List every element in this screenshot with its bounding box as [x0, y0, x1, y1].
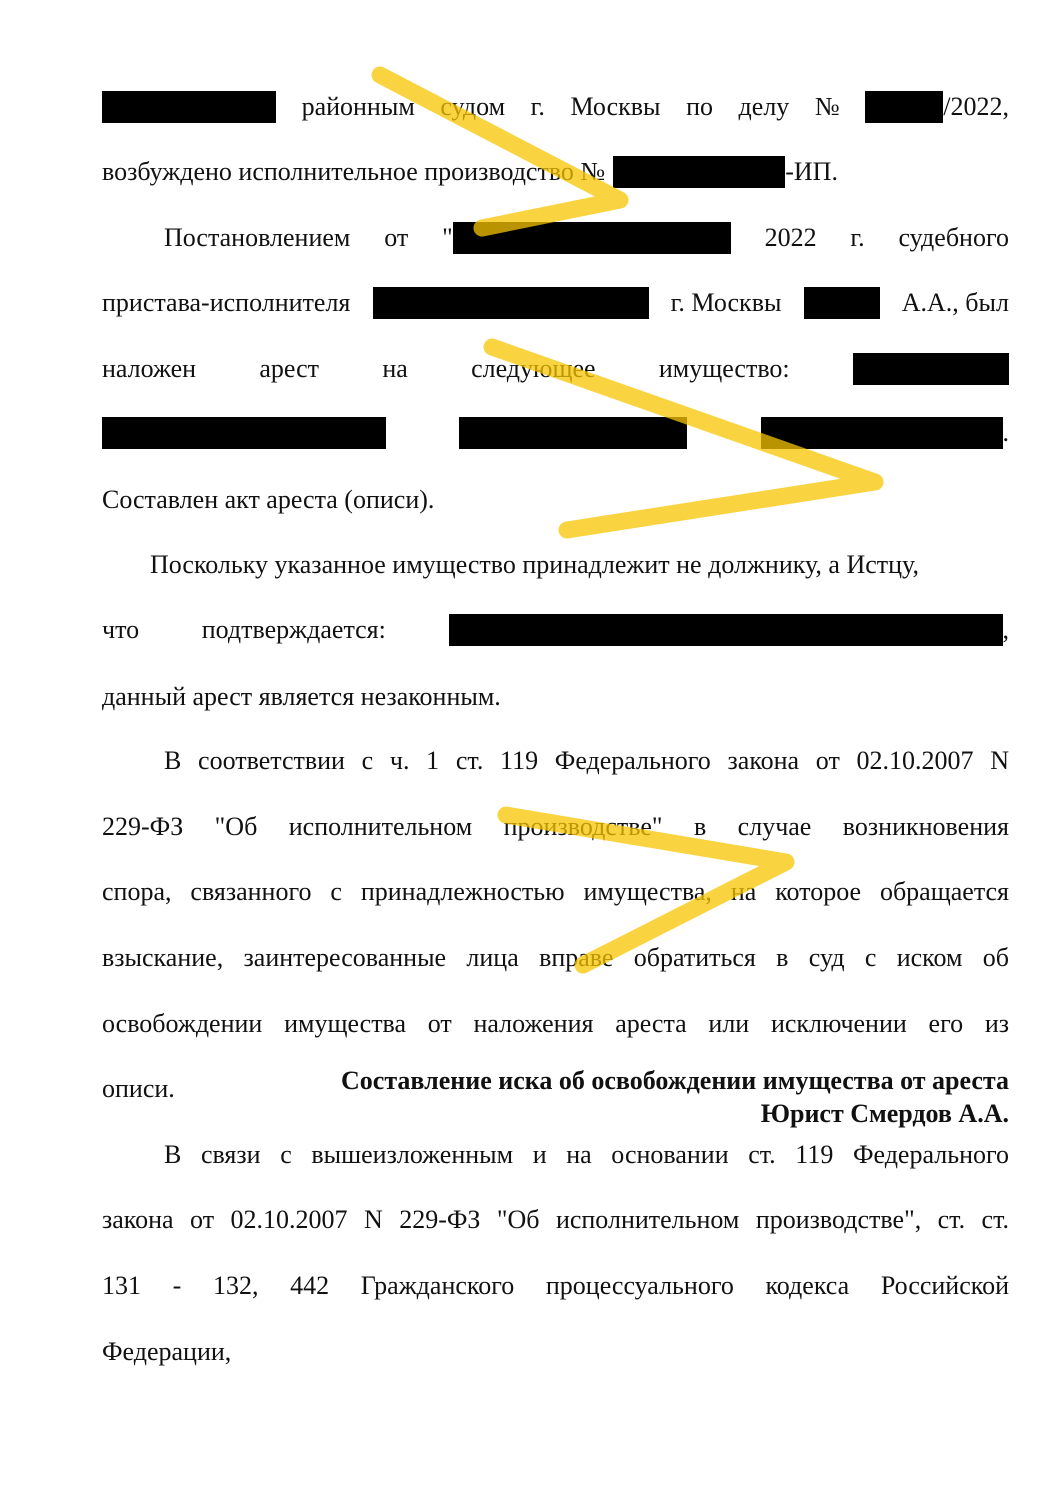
- word: судом: [440, 92, 506, 121]
- word: А.А., был: [901, 288, 1009, 317]
- word: 2022: [764, 223, 817, 252]
- text-line-13: спора, связанного с принадлежностью имущества, на которое обращается: [102, 877, 1009, 906]
- word: от: [384, 223, 409, 252]
- word: наложен: [102, 354, 197, 383]
- word: .: [1002, 418, 1009, 447]
- word: что: [102, 615, 140, 644]
- word: следующее: [471, 354, 596, 383]
- proof-group: [449, 614, 1010, 646]
- redaction-block: [459, 417, 687, 449]
- redaction-block: [865, 91, 943, 123]
- word: ,: [1002, 615, 1009, 644]
- item-group: [761, 417, 1010, 449]
- text-line-4: [102, 288, 1009, 318]
- text-line-19: 131 - 132, 442 Гражданского процессуального кодекса Российской: [102, 1271, 1009, 1300]
- word: подтверждается:: [201, 615, 386, 644]
- redaction-block: [804, 287, 880, 319]
- text-line-11: В соответствии с ч. 1 ст. 119 Федерального закона от 02.10.2007 N: [164, 746, 1009, 775]
- word: ": [442, 223, 453, 252]
- text-line-5: [102, 354, 1009, 384]
- word: г. Москвы: [670, 288, 782, 317]
- word: /2022,: [943, 92, 1009, 121]
- footer-author: Юрист Смердов А.А.: [760, 1099, 1009, 1128]
- word: возбуждено исполнительное производство №: [102, 157, 606, 186]
- word: районным: [301, 92, 415, 121]
- word: имущество:: [658, 354, 790, 383]
- word: Москвы: [570, 92, 661, 121]
- text-line-6: [102, 418, 1009, 448]
- word: г.: [850, 223, 865, 252]
- text-line-3: [164, 223, 1009, 253]
- text-line-18: закона от 02.10.2007 N 229-ФЗ "Об исполнительном производстве", ст. ст.: [102, 1205, 1009, 1234]
- text-line-15: освобождении имущества от наложения ареста или исключении его из: [102, 1009, 1009, 1038]
- word: Постановлением: [164, 223, 351, 252]
- word: по: [686, 92, 713, 121]
- redaction-block: [453, 222, 731, 254]
- word: пристава-исполнителя: [102, 288, 351, 317]
- redaction-block: [761, 417, 1003, 449]
- text-line-16: описи.: [102, 1074, 175, 1103]
- paragraph-text: Поскольку указанное имущество принадлежит не должнику, а Истцу,: [150, 550, 919, 579]
- text-line-9: [102, 615, 1009, 645]
- word: арест: [259, 354, 320, 383]
- redaction-block: [449, 614, 1003, 646]
- word: г.: [530, 92, 545, 121]
- redaction-block: [102, 91, 276, 123]
- redaction-block: [102, 417, 386, 449]
- redaction-block: [373, 287, 649, 319]
- case-number: [865, 91, 1009, 123]
- redaction-block: [853, 353, 1009, 385]
- date-group: [442, 222, 731, 254]
- word: делу: [738, 92, 790, 121]
- text-line-2: [102, 157, 1009, 187]
- redaction-block: [613, 156, 785, 188]
- text-line-7: Составлен акт ареста (описи).: [102, 485, 435, 514]
- word: -ИП.: [785, 157, 838, 186]
- text-line-12: 229-ФЗ "Об исполнительном производстве" в случае возникновения: [102, 812, 1009, 841]
- word: на: [382, 354, 408, 383]
- word: судебного: [898, 223, 1009, 252]
- text-line-10: данный арест является незаконным.: [102, 682, 501, 711]
- text-line-8: [150, 550, 1009, 580]
- text-line-14: взыскание, заинтересованные лица вправе обратиться в суд с иском об: [102, 943, 1009, 972]
- text-line-1: [102, 92, 1009, 122]
- word: №: [814, 92, 840, 121]
- footer-title: Составление иска об освобождении имущества от ареста: [341, 1066, 1009, 1095]
- text-line-17: В связи с вышеизложенным и на основании ст. 119 Федерального: [164, 1140, 1009, 1169]
- text-line-20: Федерации,: [102, 1337, 232, 1366]
